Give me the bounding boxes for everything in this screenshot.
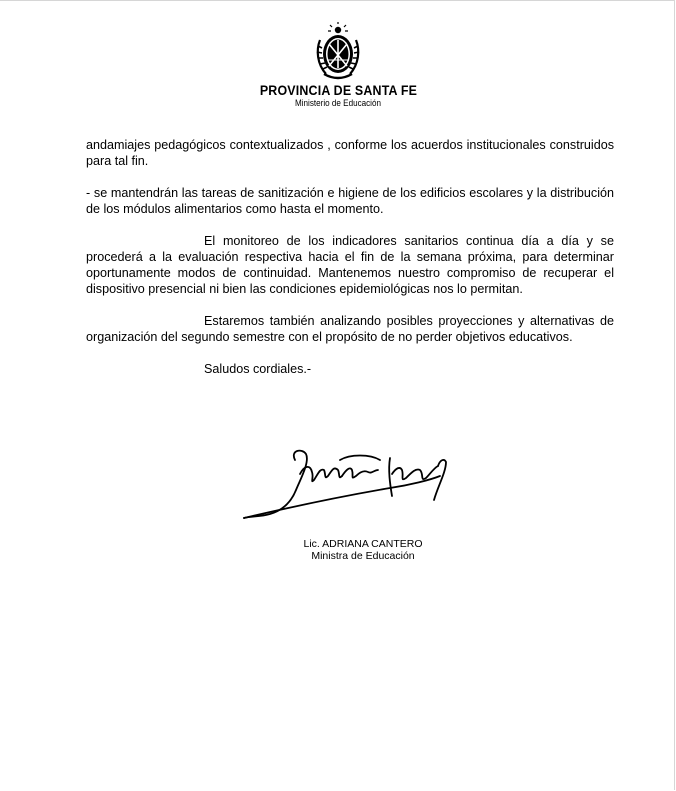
- letter-body: [86, 137, 614, 377]
- paragraph-2: - se mantendrán las tareas de sanitización e higiene de los edificios escolares y la distribución de los módulos alimentarios como hasta el momento.: [86, 186, 614, 216]
- paragraph-4: Estaremos también analizando posibles proyecciones y alternativas de organización del segundo semestre con el propósito de no perder objetivos educativos.: [86, 314, 614, 344]
- signatory-name: Lic. ADRIANA CANTERO: [303, 538, 423, 550]
- closing-line: Saludos cordiales.-: [204, 362, 312, 376]
- ministry-name: Ministerio de Educación: [294, 98, 382, 108]
- paragraph-3: El monitoreo de los indicadores sanitarios continua día a día y se procederá a la evaluación respectiva hacia el fin de la semana próxima, para determinar oportunamente modos de continuidad. Mantenemos nuestro compromiso de recuperar el dispositivo presencial ni bien las condiciones epidemiológicas nos lo permitan.: [86, 234, 614, 296]
- letterhead: [0, 22, 676, 108]
- signatory-block: [236, 538, 490, 562]
- org-name: PROVINCIA DE SANTA FE: [259, 83, 417, 98]
- signatory-title: Ministra de Educación: [311, 550, 415, 562]
- provincial-coat-of-arms-icon: [312, 22, 364, 82]
- paragraph-1: andamiajes pedagógicos contextualizados , conforme los acuerdos institucionales construidos para tal fin.: [86, 138, 614, 168]
- handwritten-signature: [240, 440, 460, 530]
